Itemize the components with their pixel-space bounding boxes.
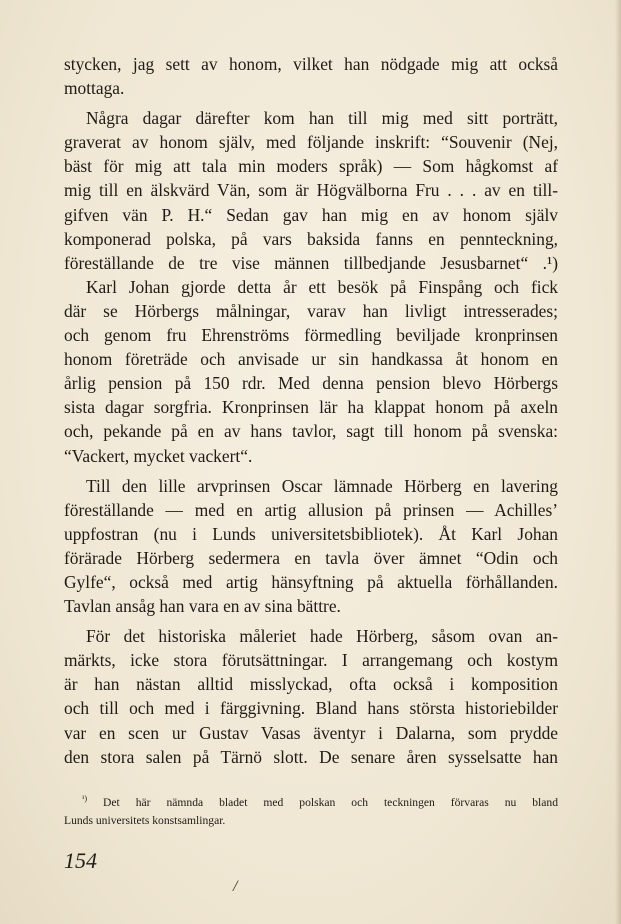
text-line: där se Hörbergs målningar, varav han livligt intresserades; [64, 300, 558, 321]
text-line: Tavlan ansåg han vara en av sina bättre. [64, 596, 341, 617]
text-line: “Vackert, mycket vackert“. [64, 445, 253, 466]
text-line: förärade Hörberg sedermera en tavla över ämnet “Odin och [64, 547, 558, 568]
text-line: Karl Johan gjorde detta år ett besök på Finspång och fick [86, 276, 558, 297]
text-line: sista dagar sorgfria. Kronprinsen lär ha klappat honom på axeln [64, 397, 558, 418]
text-line: märkts, icke stora förutsättningar. I arrangemang och kostym [64, 650, 558, 671]
text-line: mig till en älskvärd Vän, som är Högvälborna Fru . . . av en till- [64, 180, 558, 201]
text-line: stycken, jag sett av honom, vilket han nödgade mig att också [64, 54, 558, 74]
text-line: graverat av honom själv, med följande inskrift: “Souvenir (Nej, [64, 132, 558, 153]
text-line: är han nästan alltid misslyckad, ofta också i komposition [64, 674, 558, 695]
text-line: den stora salen på Tärnö slott. De senare åren sysselsatte han [64, 746, 558, 767]
bottom-mark: / [233, 878, 238, 895]
text-line: föreställande — med en artig allusion på prinsen — Achilles’ [64, 499, 558, 520]
footnote-line [64, 790, 558, 812]
text-line: Några dagar därefter kom han till mig med sitt porträtt, [86, 108, 558, 129]
text-line: bäst för mig att tala min moders språk) — Som hågkomst af [64, 156, 558, 177]
text-line: och genom fru Ehrenströms förmedling beviljade kronprinsen [64, 325, 558, 346]
text-line: uppfostran (nu i Lunds universitetsbibliotek). Åt Karl Johan [64, 523, 558, 544]
body-text [64, 52, 558, 769]
text-line: och till och med i färggivning. Bland hans största historiebilder [64, 698, 558, 719]
text-line: föreställande de tre vise männen tillbedjande Jesusbarnet“ .¹) [64, 252, 558, 273]
text-line: och, pekande på en av hans tavlor, sagt till honom på svenska: [64, 421, 558, 442]
text-line: gifven vän P. H.“ Sedan gav han mig en av honom själv [64, 204, 558, 225]
footnote-marker: ¹) [82, 794, 88, 803]
text-line: Gylfe“, också med artig hänsyftning på aktuella förhållanden. [64, 571, 558, 592]
text-line: komponerad polska, på vars baksida fanns en pennteckning, [64, 228, 558, 249]
text-line: honom företräde och anvisade ur sin handkassa åt honom en [64, 349, 558, 370]
page-number: 154 [64, 848, 97, 873]
footnote [64, 790, 558, 830]
text-line: mottaga. [64, 78, 125, 99]
text-line: var en scen ur Gustav Vasas äventyr i Dalarna, som prydde [64, 722, 558, 743]
footnote-line: Lunds universitets konstsamlingar. [64, 814, 226, 827]
footnote-text: Det här nämnda bladet med polskan och teckningen förvaras nu bland [103, 796, 558, 809]
page-edge-shadow [615, 0, 621, 924]
text-line: Till den lille arvprinsen Oscar lämnade Hörberg en lavering [86, 475, 558, 496]
text-line: årlig pension på 150 rdr. Med denna pension blevo Hörbergs [64, 373, 558, 394]
text-line: För det historiska måleriet hade Hörberg, såsom ovan an- [86, 626, 558, 647]
